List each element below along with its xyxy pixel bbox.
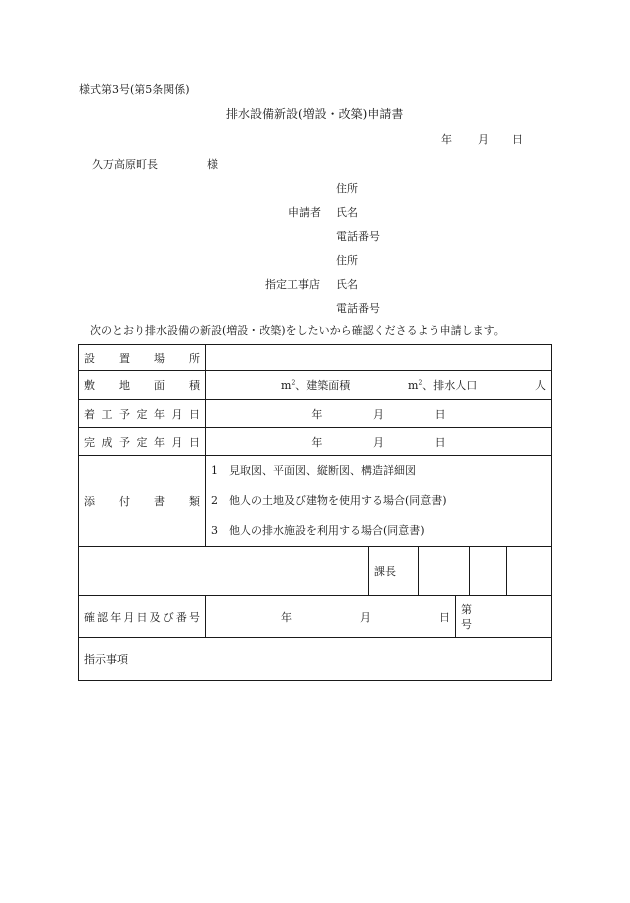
attachments-list	[206, 456, 552, 547]
contractor-phone-label: 電話番号	[336, 302, 380, 315]
attachment-item: 2 他人の土地及び建物を使用する場合(同意書)	[211, 494, 447, 507]
building-area-text: 、建築面積	[295, 379, 351, 392]
confirm-date-field[interactable]	[206, 596, 456, 638]
start-date-label: 着工予定年月日	[79, 400, 206, 428]
addressee-honorific: 様	[207, 158, 218, 171]
form-number: 様式第3号(第5条関係)	[79, 83, 190, 96]
building-area-unit: m	[408, 379, 419, 392]
date-day: 日	[512, 133, 523, 146]
row-start-date	[79, 400, 552, 428]
date-year: 年	[441, 133, 452, 146]
date-month: 月	[478, 133, 489, 146]
completion-year: 年	[311, 435, 323, 449]
completion-day: 日	[434, 435, 446, 449]
attachments-label: 添付書類	[79, 456, 206, 547]
location-field[interactable]	[206, 345, 552, 371]
section-chief-label: 課長	[374, 565, 396, 578]
contractor-role: 指定工事店	[265, 278, 320, 291]
site-area-label: 敷地面積	[79, 371, 206, 400]
site-area-unit: m	[281, 379, 292, 392]
attachment-item: 3 他人の排水施設を利用する場合(同意書)	[211, 524, 425, 537]
completion-date-field[interactable]	[206, 428, 552, 456]
start-date-field[interactable]	[206, 400, 552, 428]
confirm-year: 年	[281, 610, 292, 624]
contractor-name-label: 氏名	[336, 278, 358, 291]
contractor-address-label: 住所	[336, 254, 358, 267]
start-month: 月	[372, 407, 384, 421]
confirm-month: 月	[360, 610, 371, 624]
start-year: 年	[311, 407, 323, 421]
row-instructions	[79, 638, 552, 681]
stamp-box-2[interactable]	[470, 547, 507, 596]
start-day: 日	[434, 407, 446, 421]
addressee-name: 久万高原町長	[92, 158, 158, 171]
site-area-field[interactable]	[206, 371, 552, 400]
stamp-box-1[interactable]	[419, 547, 470, 596]
stamp-box-3[interactable]	[507, 547, 552, 596]
drain-pop-text: 、排水人口	[422, 379, 478, 392]
intro-text: 次のとおり排水設備の新設(増設・改築)をしたいから確認くださるよう申請します。	[90, 324, 505, 337]
confirm-label: 確認年月日及び番号	[79, 596, 206, 638]
location-label: 設置場所	[79, 345, 206, 371]
application-table	[78, 344, 552, 681]
attachment-item: 1 見取図、平面図、縦断図、構造詳細図	[211, 464, 416, 477]
row-approval	[79, 547, 552, 596]
row-attachments	[79, 456, 552, 547]
completion-month: 月	[372, 435, 384, 449]
document-title: 排水設備新設(増設・改築)申請書	[226, 107, 404, 121]
number-label-go: 号	[461, 617, 472, 631]
instructions-label: 指示事項	[84, 653, 128, 666]
applicant-phone-label: 電話番号	[336, 230, 380, 243]
approval-blank	[79, 547, 369, 596]
row-confirmation	[79, 596, 552, 638]
completion-date-label: 完成予定年月日	[79, 428, 206, 456]
section-chief-stamp[interactable]	[369, 547, 419, 596]
building-area-unit-sup: 2	[418, 379, 423, 387]
applicant-address-label: 住所	[336, 182, 358, 195]
applicant-name-label: 氏名	[336, 206, 358, 219]
person-unit: 人	[535, 379, 546, 392]
instructions-field[interactable]	[79, 638, 552, 681]
confirm-number-field[interactable]	[456, 596, 552, 638]
site-area-unit-sup: 2	[291, 379, 296, 387]
row-location	[79, 345, 552, 371]
confirm-day: 日	[439, 610, 450, 624]
number-label-dai: 第	[461, 602, 472, 616]
row-completion-date	[79, 428, 552, 456]
applicant-role: 申請者	[288, 206, 321, 219]
row-site-area	[79, 371, 552, 400]
